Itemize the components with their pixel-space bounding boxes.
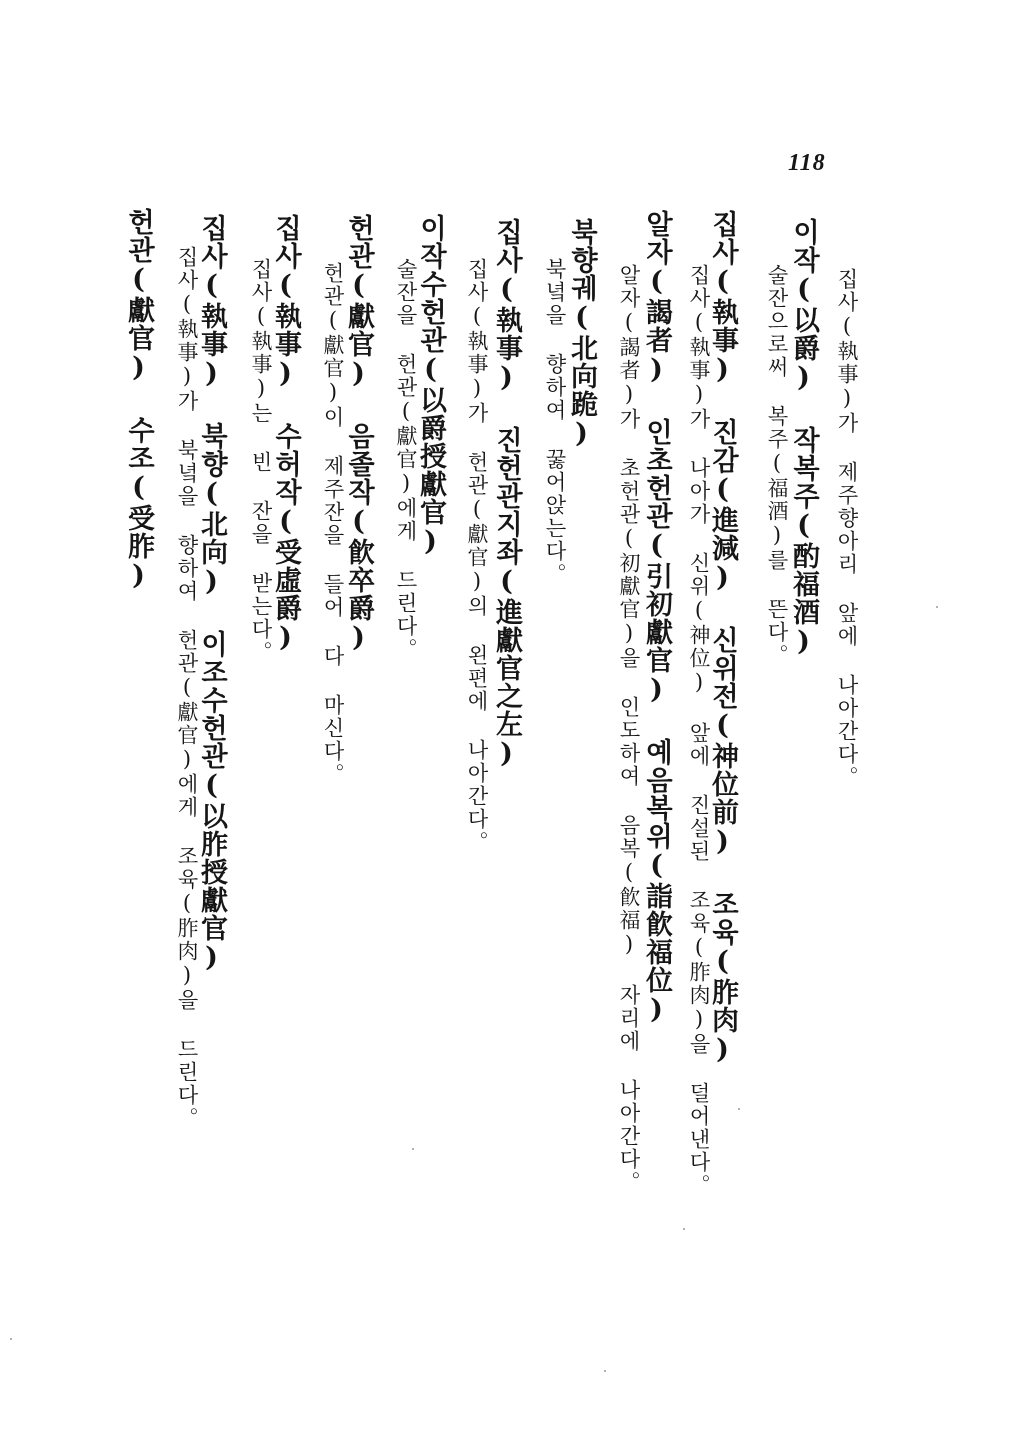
ritual-heading-column: 헌관(獻官) 수조(受胙) <box>123 208 154 592</box>
ritual-explanation-column: 집사(執事)가 헌관(獻官)의 왼편에 나아간다。 <box>465 258 489 854</box>
ritual-explanation-column: 술잔으로써 복주(福酒)를 뜬다。 <box>765 264 789 667</box>
ritual-heading-column: 북향궤(北向跪) <box>566 218 597 450</box>
ritual-heading-column: 알자(謁者) 인초헌관(引初獻官) 예음복위(詣飮福位) <box>641 210 672 1026</box>
ritual-explanation-column: 북녘을 향하여 꿇어앉는다。 <box>543 258 567 586</box>
ritual-heading-column: 집사(執事) 진헌관지좌(進獻官之左) <box>491 218 522 770</box>
scan-speck <box>604 1370 606 1372</box>
ritual-explanation-column: 집사(執事)가 나아가 신위(神位) 앞에 진설된 조육(胙肉)을 덜어낸다。 <box>687 264 711 1197</box>
ritual-explanation-column: 집사(執事)가 제주향아리 앞에 나아간다。 <box>835 268 859 789</box>
scan-speck <box>683 1228 685 1230</box>
ritual-heading-column: 집사(執事) 북향(北向) 이조수헌관(以胙授獻官) <box>196 214 227 974</box>
ritual-explanation-column: 술잔을 헌관(獻官)에게 드린다。 <box>394 258 418 661</box>
scan-speck <box>936 606 938 608</box>
ritual-explanation-column: 집사(執事)는 빈 잔을 받는다。 <box>249 258 273 664</box>
ritual-explanation-column: 알자(謁者)가 초헌관(初獻官)을 인도하여 음복(飮福) 자리에 나아간다。 <box>617 264 641 1194</box>
ritual-heading-column: 집사(執事) 진감(進減) 신위전(神位前) 조육(胙肉) <box>707 210 738 1066</box>
scan-speck <box>10 1338 12 1340</box>
ritual-heading-column: 이작(以爵) 작복주(酌福酒) <box>788 218 819 658</box>
ritual-heading-column: 집사(執事) 수허작(受虛爵) <box>270 214 301 654</box>
scan-speck <box>412 1148 414 1150</box>
ritual-explanation-column: 헌관(獻官)이 제주잔을 들어 다 마신다。 <box>321 262 345 786</box>
ritual-explanation-column: 집사(執事)가 북녘을 향하여 헌관(獻官)에게 조육(胙肉)을 드린다。 <box>175 246 199 1130</box>
ritual-heading-column: 헌관(獻官) 음졸작(飮卒爵) <box>343 214 374 654</box>
page-number: 118 <box>788 150 826 176</box>
scan-speck <box>738 1108 740 1110</box>
ritual-heading-column: 이작수헌관(以爵授獻官) <box>415 214 446 558</box>
